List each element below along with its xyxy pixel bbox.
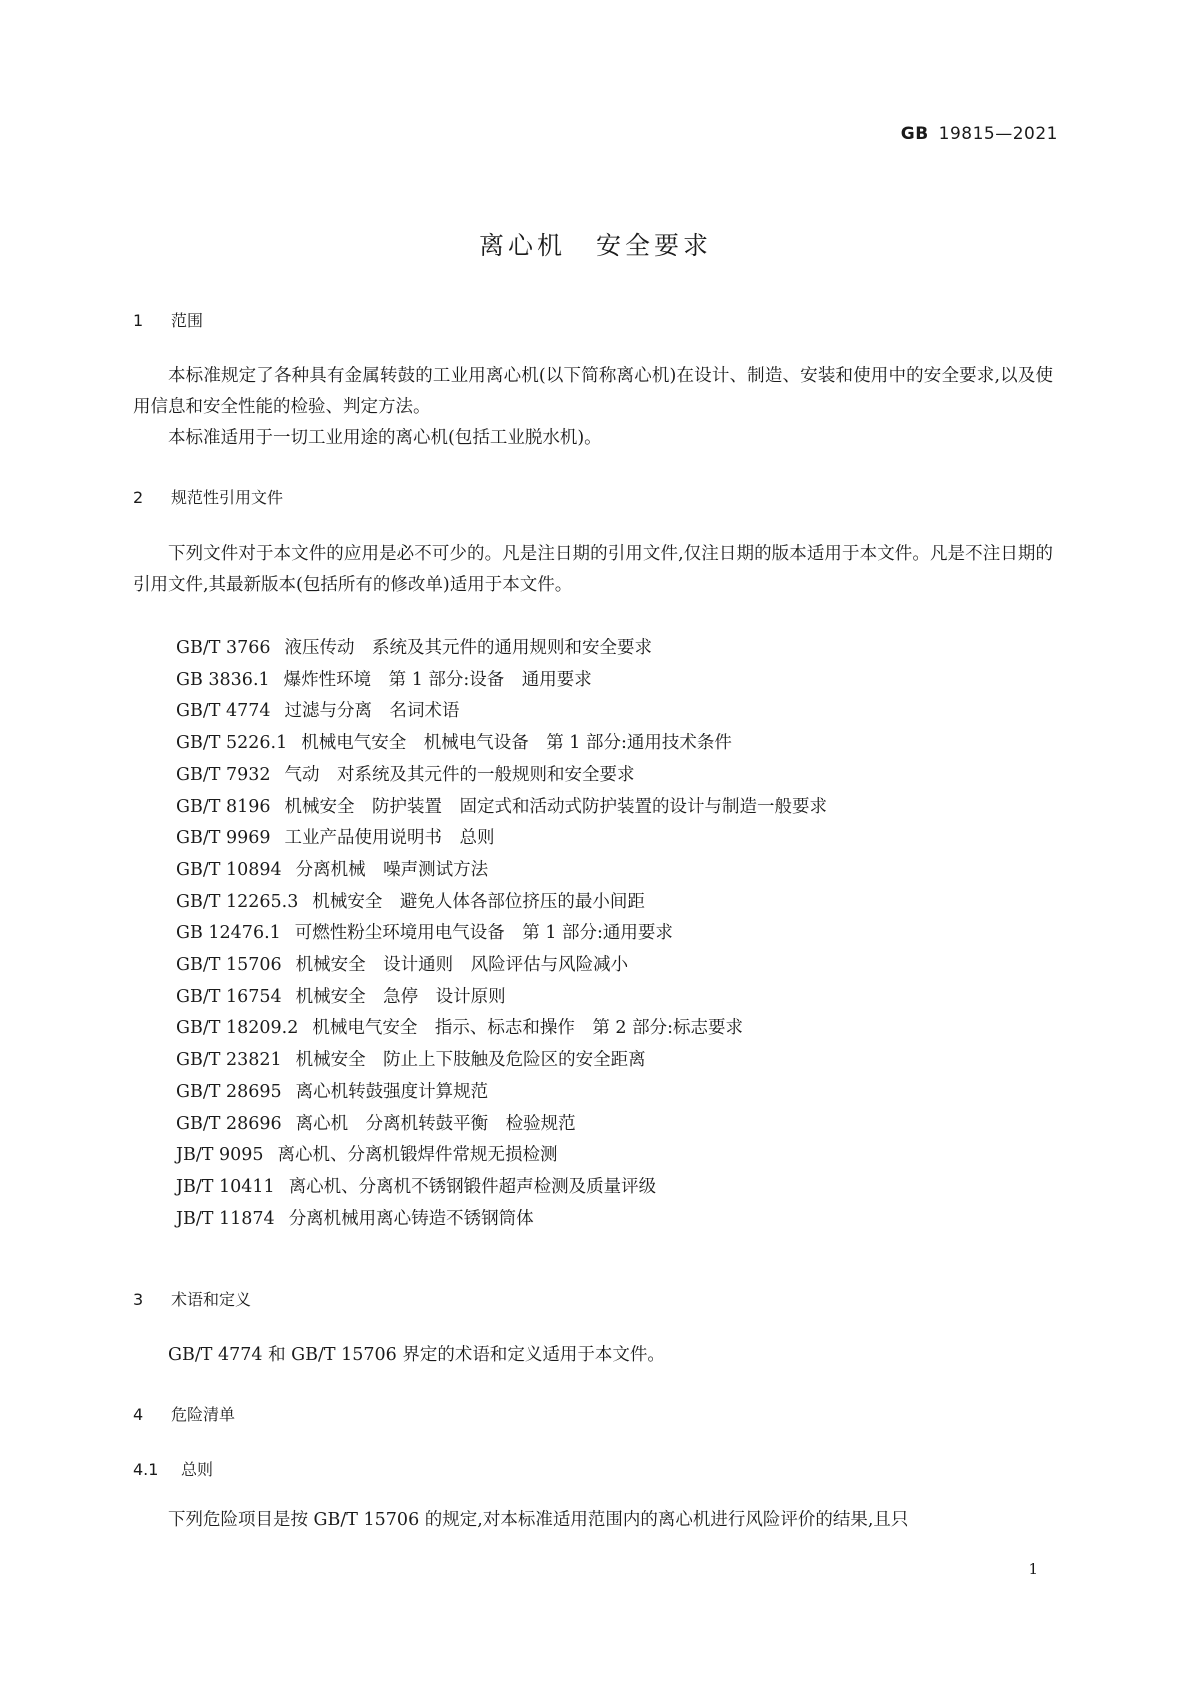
reference-item bbox=[176, 982, 827, 1014]
standard-prefix: GB bbox=[900, 124, 929, 144]
section-title: 范围 bbox=[171, 311, 204, 330]
reference-item bbox=[176, 950, 827, 982]
reference-title: 机械安全 设计通则 风险评估与风险减小 bbox=[295, 955, 629, 976]
subsection-number: 4.1 bbox=[133, 1460, 159, 1479]
section-1-paragraph-2: 本标准适用于一切工业用途的离心机(包括工业脱水机)。 bbox=[168, 428, 602, 448]
reference-code: GB/T 12265.3 bbox=[176, 891, 299, 912]
reference-item bbox=[176, 792, 827, 824]
section-2-intro: 下列文件对于本文件的应用是必不可少的。凡是注日期的引用文件,仅注日期的版本适用于本文件。凡是不注日期的引用文件,其最新版本(包括所有的修改单)适用于本文件。 bbox=[133, 544, 1053, 595]
reference-title: 机械电气安全 机械电气设备 第 1 部分:通用技术条件 bbox=[301, 733, 732, 754]
reference-title: 可燃性粉尘环境用电气设备 第 1 部分:通用要求 bbox=[294, 923, 673, 944]
reference-code: GB/T 9969 bbox=[176, 828, 271, 849]
reference-item bbox=[176, 823, 827, 855]
reference-code: GB/T 18209.2 bbox=[176, 1018, 299, 1039]
reference-item bbox=[176, 918, 827, 950]
reference-item bbox=[176, 665, 827, 697]
section-1-heading bbox=[133, 308, 203, 331]
reference-item bbox=[176, 696, 827, 728]
section-title: 规范性引用文件 bbox=[171, 488, 284, 507]
reference-item bbox=[176, 633, 827, 665]
section-1-paragraph-1: 本标准规定了各种具有金属转鼓的工业用离心机(以下简称离心机)在设计、制造、安装和使用中的安全要求,以及使用信息和安全性能的检验、判定方法。 bbox=[133, 366, 1053, 417]
reference-code: GB/T 16754 bbox=[176, 986, 282, 1007]
reference-title: 气动 对系统及其元件的一般规则和安全要求 bbox=[284, 764, 635, 785]
reference-item bbox=[176, 760, 827, 792]
reference-item bbox=[176, 728, 827, 760]
reference-item bbox=[176, 855, 827, 887]
page-number: 1 bbox=[1028, 1560, 1038, 1578]
reference-code: GB 12476.1 bbox=[176, 923, 281, 944]
standard-code: 19815—2021 bbox=[938, 124, 1058, 144]
reference-item bbox=[176, 1077, 827, 1109]
section-2-heading bbox=[133, 485, 283, 508]
reference-code: GB/T 8196 bbox=[176, 796, 271, 817]
normative-reference-list bbox=[176, 633, 827, 1235]
reference-title: 机械安全 防止上下肢触及危险区的安全距离 bbox=[295, 1050, 646, 1071]
reference-title: 离心机转鼓强度计算规范 bbox=[295, 1081, 489, 1102]
reference-item bbox=[176, 1140, 827, 1172]
section-3-heading bbox=[133, 1287, 251, 1310]
reference-item bbox=[176, 1172, 827, 1204]
reference-code: JB/T 11874 bbox=[176, 1208, 275, 1229]
reference-code: GB/T 28696 bbox=[176, 1113, 282, 1134]
reference-code: GB 3836.1 bbox=[176, 669, 270, 690]
section-title: 危险清单 bbox=[171, 1405, 236, 1424]
title-part-2: 安全要求 bbox=[596, 231, 713, 260]
reference-title: 机械安全 避免人体各部位挤压的最小间距 bbox=[312, 891, 645, 912]
section-number: 3 bbox=[133, 1290, 144, 1309]
section-4-heading bbox=[133, 1402, 235, 1425]
standard-number bbox=[901, 124, 1058, 144]
reference-code: GB/T 10894 bbox=[176, 859, 282, 880]
reference-item bbox=[176, 887, 827, 919]
reference-code: JB/T 9095 bbox=[176, 1145, 264, 1166]
reference-code: JB/T 10411 bbox=[176, 1176, 275, 1197]
reference-code: GB/T 7932 bbox=[176, 764, 271, 785]
reference-title: 离心机 分离机转鼓平衡 检验规范 bbox=[295, 1113, 576, 1134]
reference-code: GB/T 5226.1 bbox=[176, 733, 288, 754]
document-title bbox=[0, 226, 1191, 262]
reference-title: 机械安全 急停 设计原则 bbox=[295, 986, 506, 1007]
reference-code: GB/T 28695 bbox=[176, 1081, 282, 1102]
title-part-1: 离心机 bbox=[478, 231, 566, 260]
reference-code: GB/T 3766 bbox=[176, 638, 271, 658]
section-4-1-paragraph: 下列危险项目是按 GB/T 15706 的规定,对本标准适用范围内的离心机进行风险评价的结果,且只 bbox=[168, 1510, 909, 1530]
section-number: 4 bbox=[133, 1405, 144, 1424]
reference-code: GB/T 4774 bbox=[176, 701, 271, 722]
reference-title: 过滤与分离 名词术语 bbox=[284, 701, 460, 722]
section-title: 术语和定义 bbox=[171, 1290, 252, 1309]
subsection-title: 总则 bbox=[181, 1460, 214, 1479]
reference-title: 分离机械用离心铸造不锈钢筒体 bbox=[288, 1208, 534, 1229]
section-number: 2 bbox=[133, 488, 144, 507]
reference-title: 液压传动 系统及其元件的通用规则和安全要求 bbox=[284, 638, 653, 658]
reference-title: 离心机、分离机不锈钢锻件超声检测及质量评级 bbox=[288, 1176, 657, 1197]
reference-item bbox=[176, 1013, 827, 1045]
reference-title: 爆炸性环境 第 1 部分:设备 通用要求 bbox=[283, 669, 592, 690]
reference-item bbox=[176, 1204, 827, 1236]
reference-title: 机械电气安全 指示、标志和操作 第 2 部分:标志要求 bbox=[312, 1018, 743, 1039]
reference-title: 离心机、分离机锻焊件常规无损检测 bbox=[277, 1145, 558, 1166]
reference-code: GB/T 15706 bbox=[176, 955, 282, 976]
section-4-1-heading bbox=[133, 1457, 213, 1480]
reference-title: 分离机械 噪声测试方法 bbox=[295, 859, 489, 880]
reference-item bbox=[176, 1045, 827, 1077]
reference-code: GB/T 23821 bbox=[176, 1050, 282, 1071]
reference-item bbox=[176, 1109, 827, 1141]
reference-title: 机械安全 防护装置 固定式和活动式防护装置的设计与制造一般要求 bbox=[284, 796, 828, 817]
reference-title: 工业产品使用说明书 总则 bbox=[284, 828, 495, 849]
section-3-paragraph: GB/T 4774 和 GB/T 15706 界定的术语和定义适用于本文件。 bbox=[168, 1345, 665, 1365]
section-number: 1 bbox=[133, 311, 144, 330]
